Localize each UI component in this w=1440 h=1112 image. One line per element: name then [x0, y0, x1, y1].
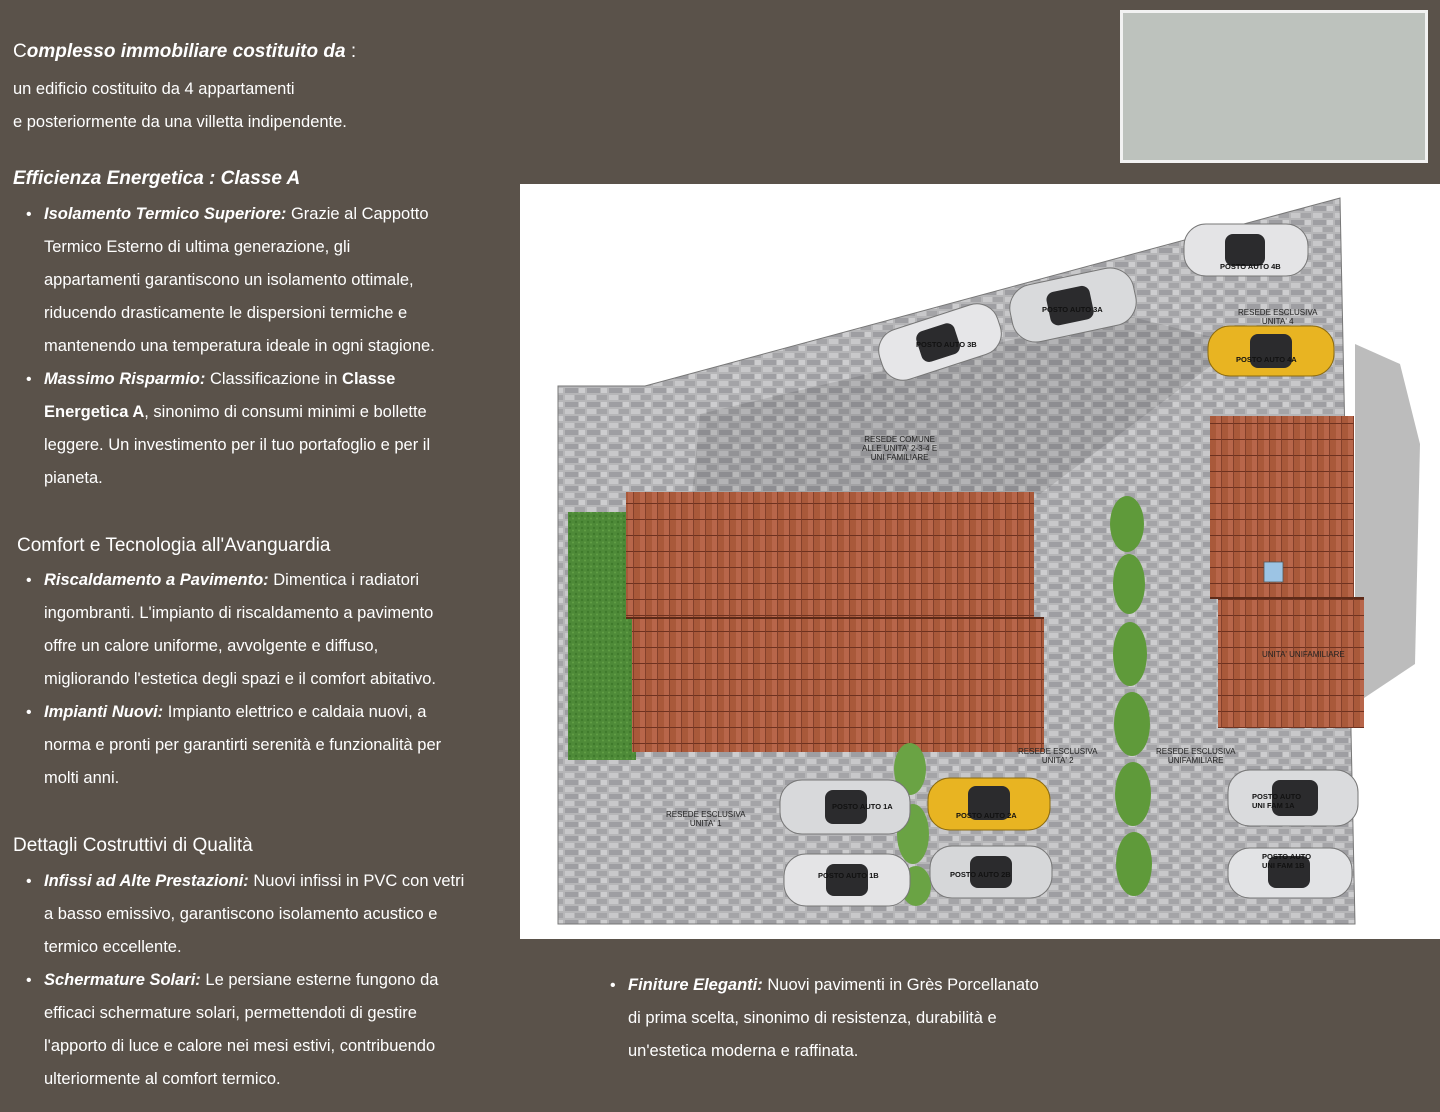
car-label-2a: POSTO AUTO 2A [956, 811, 1017, 820]
car-label-4b: POSTO AUTO 4B [1220, 262, 1281, 271]
list-item: • Riscaldamento a Pavimento: Dimentica i radiatori ingombranti. L'impianto di riscaldamento a pavimento offre un calore uniforme, avvolgente e diffuso, migliorando l'estetica degli spazi e il comfort abitativo. [14, 564, 504, 696]
list-item: • Isolamento Termico Superiore: Grazie al Cappotto Termico Esterno di ultima generazione, gli appartamenti garantiscono un isolamento ottimale, riducendo drasticamente le dispersioni termiche e mantenendo una temperatura ideale in ogni stagione. [14, 198, 504, 363]
car-label-4a: POSTO AUTO 4A [1236, 355, 1297, 364]
site-plan [520, 184, 1440, 939]
label-resede-unita4: RESEDE ESCLUSIVA UNITA' 4 [1238, 308, 1318, 326]
comfort-list [14, 564, 504, 795]
intro-line-2: e posteriormente da una villetta indipendente. [13, 113, 347, 131]
site-plan-drawing [520, 184, 1440, 939]
villa-roof-bottom [1218, 598, 1364, 728]
label-resede-unita2: RESEDE ESCLUSIVA UNITA' 2 [1018, 747, 1098, 765]
list-item: • Finiture Eleganti: Nuovi pavimenti in Grès Porcellanato di prima scelta, sinonimo di resistenza, durabilità e un'estetica moderna e raffinata. [598, 969, 1118, 1068]
skylight [1264, 562, 1283, 582]
energy-heading: Efficienza Energetica : Classe A [13, 168, 301, 189]
car-label-2b: POSTO AUTO 2B [950, 870, 1011, 879]
label-resede-unita1: RESEDE ESCLUSIVA UNITA' 1 [666, 810, 746, 828]
car-label-3b: POSTO AUTO 3B [916, 340, 977, 349]
car-label-unifam-b: POSTO AUTO UNI FAM 1B [1262, 852, 1312, 870]
list-item: • Schermature Solari: Le persiane esterne fungono da efficaci schermature solari, permettendoti di gestire l'apporto di luce e calore nei mesi estivi, contribuendo ulteriormente al comfort termico. [14, 964, 504, 1096]
grass-strip [568, 512, 636, 760]
car-label-1b: POSTO AUTO 1B [818, 871, 879, 880]
car-label-unifam-a: POSTO AUTO UNI FAM 1A [1252, 792, 1302, 810]
details-list [14, 865, 504, 1096]
finishes-list [598, 969, 1118, 1068]
comfort-heading: Comfort e Tecnologia all'Avanguardia [17, 535, 331, 556]
list-item: • Infissi ad Alte Prestazioni: Nuovi infissi in PVC con vetri a basso emissivo, garantiscono isolamento acustico e termico eccellente. [14, 865, 504, 964]
car-posto-2a [928, 778, 1050, 830]
inset-image-box [1120, 10, 1428, 163]
car-posto-4a [1208, 326, 1334, 376]
details-heading: Dettagli Costruttivi di Qualità [13, 835, 253, 856]
label-unita-unifamiliare: UNITA' UNIFAMILIARE [1262, 650, 1345, 659]
car-posto-1b [784, 854, 910, 906]
intro-line-1: un edificio costituito da 4 appartamenti [13, 80, 295, 98]
energy-list [14, 198, 504, 495]
intro-title: Complesso immobiliare costituito da : [13, 41, 357, 62]
car-label-1a: POSTO AUTO 1A [832, 802, 893, 811]
main-roof-top [626, 492, 1034, 618]
main-roof-bottom [632, 618, 1044, 752]
shadow-right [1355, 344, 1420, 704]
label-resede-comune: RESEDE COMUNE ALLE UNITA' 2-3-4 E UNI FAMILIARE [862, 435, 938, 462]
car-label-3a: POSTO AUTO 3A [1042, 305, 1103, 314]
list-item: • Impianti Nuovi: Impianto elettrico e caldaia nuovi, a norma e pronti per garantirti serenità e funzionalità per molti anni. [14, 696, 504, 795]
label-resede-unifamiliare: RESEDE ESCLUSIVA UNIFAMILIARE [1156, 747, 1236, 765]
list-item: • Massimo Risparmio: Classificazione in Classe Energetica A, sinonimo di consumi minimi e bollette leggere. Un investimento per il tuo portafoglio e per il pianeta. [14, 363, 504, 495]
